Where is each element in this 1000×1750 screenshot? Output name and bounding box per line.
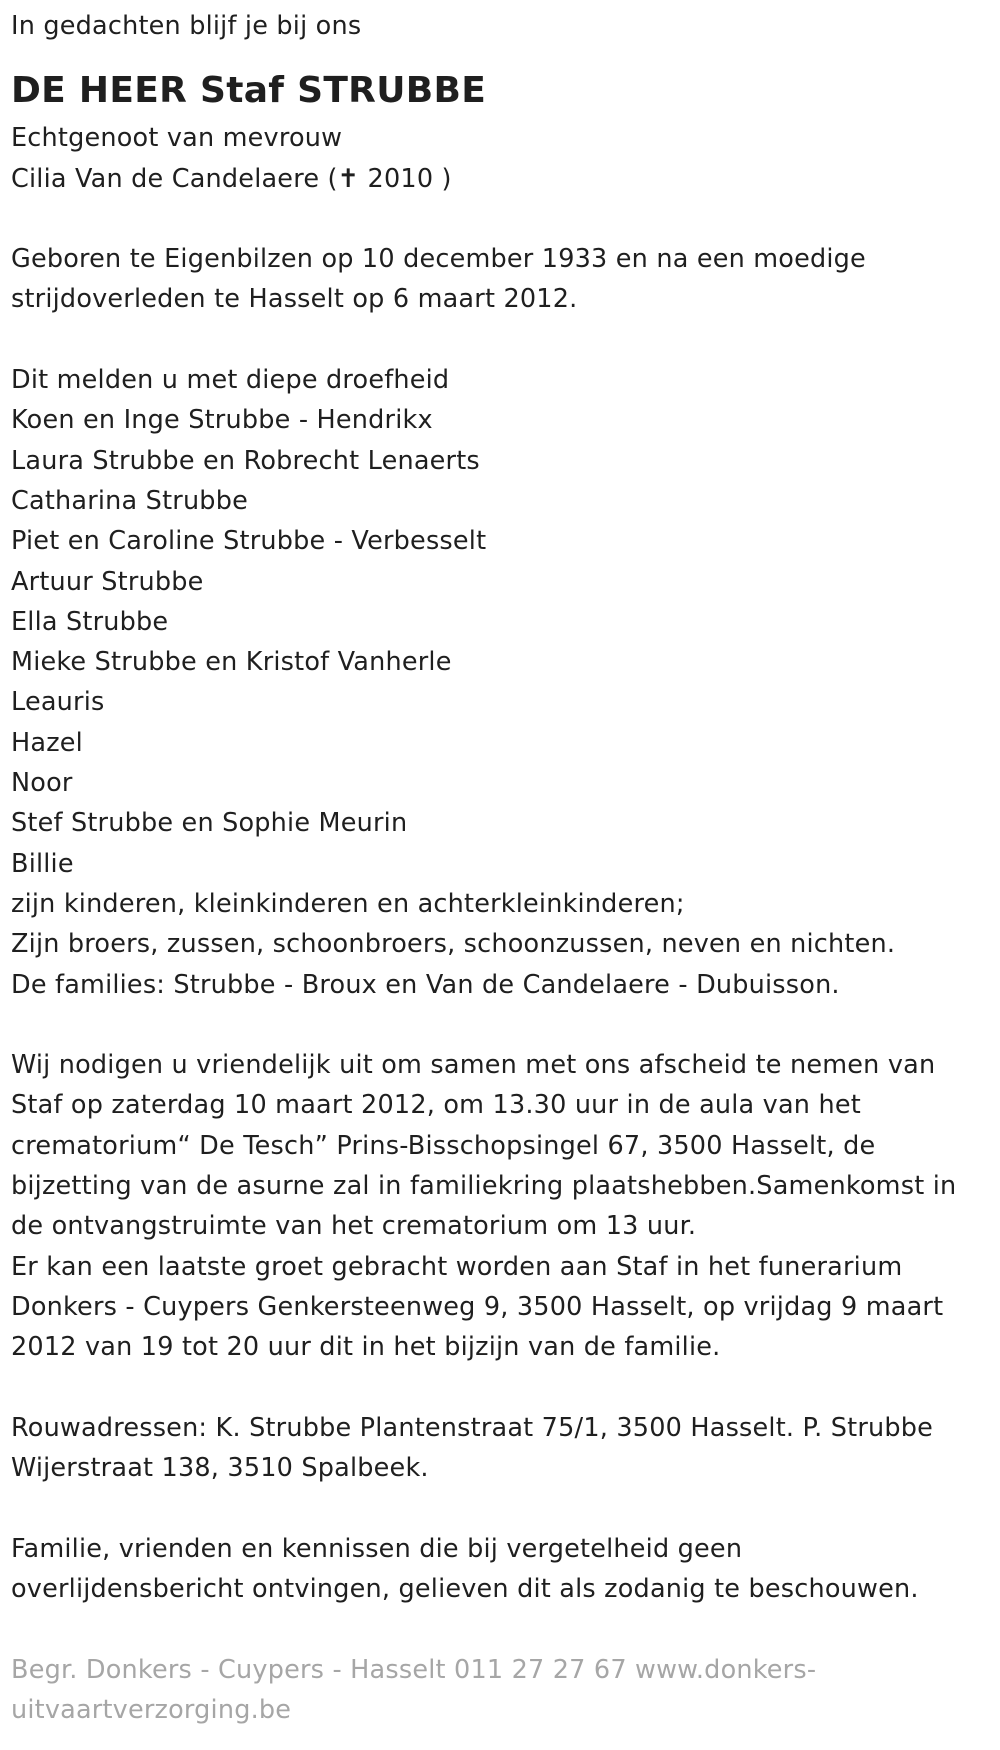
closing-line: overlijdensbericht ontvingen, gelieven dit als zodanig te beschouwen. <box>11 1573 919 1604</box>
deceased-name-title: DE HEER Staf STRUBBE <box>11 70 487 112</box>
spouse-death-year: 2010 ) <box>359 163 452 194</box>
mourner-line: Koen en Inge Strubbe - Hendrikx <box>11 405 433 436</box>
spouse-name-line <box>11 159 996 199</box>
spacer <box>11 46 996 68</box>
address-line: Wijerstraat 138, 3510 Spalbeek. <box>11 1453 429 1484</box>
mourner-line: Billie <box>11 848 74 879</box>
mourner-line: Noor <box>11 768 73 799</box>
invitation-line: bijzetting van de asurne zal in familiekring plaatshebben.Samenkomst in <box>11 1171 957 1202</box>
mourner-line: De families: Strubbe - Broux en Van de Candelaere - Dubuisson. <box>11 969 840 1000</box>
invitation-line: Wij nodigen u vriendelijk uit om samen met ons afscheid te nemen van <box>11 1050 936 1081</box>
cross-icon: ✝ <box>337 163 360 194</box>
spacer <box>11 199 996 239</box>
mourner-line: Piet en Caroline Strubbe - Verbesselt <box>11 526 487 557</box>
invitation-line: Donkers - Cuypers Genkersteenweg 9, 3500 Hasselt, op vrijdag 9 maart <box>11 1291 944 1322</box>
spacer <box>11 1005 996 1045</box>
address-line: Rouwadressen: K. Strubbe Plantenstraat 75/1, 3500 Hasselt. P. Strubbe <box>11 1412 934 1443</box>
mourner-line: Mieke Strubbe en Kristof Vanherle <box>11 647 452 678</box>
spacer <box>11 320 996 360</box>
mourner-line: Stef Strubbe en Sophie Meurin <box>11 808 408 839</box>
mourner-line: Artuur Strubbe <box>11 566 204 597</box>
mourner-line: Catharina Strubbe <box>11 485 248 516</box>
mourner-line: Hazel <box>11 727 83 758</box>
closing-line: Familie, vrienden en kennissen die bij vergetelheid geen <box>11 1533 743 1564</box>
footer-line: Begr. Donkers - Cuypers - Hasselt 011 27 27 67 www.donkers- <box>11 1654 817 1685</box>
mourner-line: Ella Strubbe <box>11 606 169 637</box>
spouse-name: Cilia Van de Candelaere ( <box>11 163 338 194</box>
spouse-line: Echtgenoot van mevrouw <box>11 123 343 154</box>
spacer <box>11 1488 996 1528</box>
mourner-line: Leauris <box>11 687 105 718</box>
mourner-line: Zijn broers, zussen, schoonbroers, schoonzussen, neven en nichten. <box>11 929 896 960</box>
spacer <box>11 1609 996 1649</box>
invitation-line: Staf op zaterdag 10 maart 2012, om 13.30 uur in de aula van het <box>11 1090 861 1121</box>
mourner-line: Laura Strubbe en Robrecht Lenaerts <box>11 445 480 476</box>
invitation-line: crematorium“ De Tesch” Prins-Bisschopsingel 67, 3500 Hasselt, de <box>11 1130 876 1161</box>
invitation-line: de ontvangstruimte van het crematorium om 13 uur. <box>11 1211 697 1242</box>
invitation-line: Er kan een laatste groet gebracht worden aan Staf in het funerarium <box>11 1251 903 1282</box>
footer-website: uitvaartverzorging.be <box>11 1694 292 1725</box>
mourner-line: zijn kinderen, kleinkinderen en achterkleinkinderen; <box>11 888 685 919</box>
mourners-intro: Dit melden u met diepe droefheid <box>11 365 450 396</box>
obituary-document <box>11 6 996 1730</box>
birth-line: strijdoverleden te Hasselt op 6 maart 2012. <box>11 284 578 315</box>
funeral-director-footer <box>11 1650 891 1731</box>
birth-line: Geboren te Eigenbilzen op 10 december 1933 en na een moedige <box>11 244 866 275</box>
spacer <box>11 1368 996 1408</box>
header-text: In gedachten blijf je bij ons <box>11 11 362 41</box>
invitation-line: 2012 van 19 tot 20 uur dit in het bijzijn van de familie. <box>11 1332 721 1363</box>
